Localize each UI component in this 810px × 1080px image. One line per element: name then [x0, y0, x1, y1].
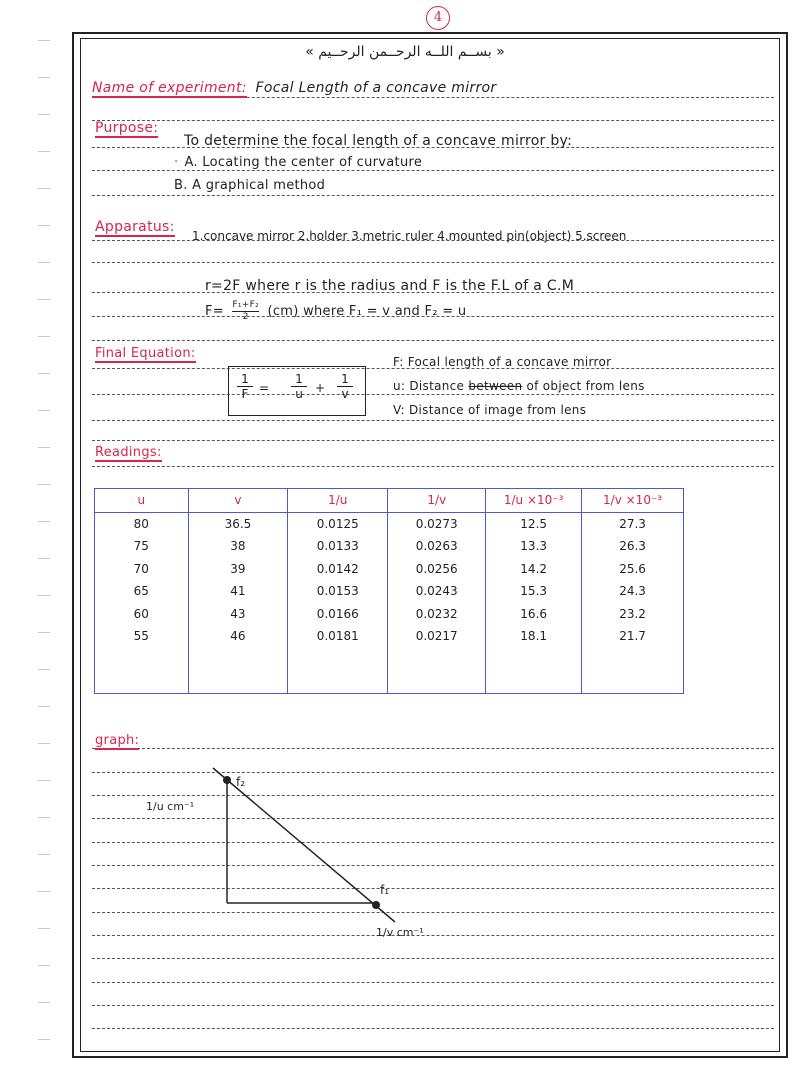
cell-inverse-u-scaled: 13.3: [486, 535, 582, 558]
eq-term-v-den: v: [341, 387, 349, 401]
definition-u-struck: between: [468, 379, 523, 393]
ruled-line: [92, 958, 774, 959]
cell-inverse-u-scaled: 15.3: [486, 580, 582, 603]
margin-dash: [38, 706, 50, 707]
ruled-line: [92, 748, 774, 749]
final-equation-box: [228, 366, 366, 416]
header-inverse-u: 1/u: [288, 489, 388, 513]
header-v: v: [188, 489, 288, 513]
definition-u-prefix: u: Distance: [393, 379, 469, 393]
cell-v: 41: [188, 580, 288, 603]
cell-inverse-u: 0.0181: [288, 625, 388, 648]
margin-dash: [38, 336, 50, 337]
cell-inverse-v: 0.0243: [388, 580, 486, 603]
cell-inverse-u: [288, 648, 388, 671]
cell-inverse-u: 0.0166: [288, 603, 388, 626]
eq-term-u: [291, 372, 307, 401]
ruled-line: [92, 466, 774, 467]
basmala-heading: « بســم اللــه الرحــمن الرحــيم »: [305, 44, 505, 60]
cell-u: 80: [95, 512, 189, 535]
readings-header-row: [95, 489, 684, 513]
graph-label: graph:: [95, 733, 140, 748]
cell-u: 75: [95, 535, 189, 558]
margin-dash: [38, 965, 50, 966]
cell-inverse-v: 0.0232: [388, 603, 486, 626]
readings-row: [95, 535, 684, 558]
margin-dash: [38, 151, 50, 152]
experiment-label: Name of experiment:: [92, 80, 247, 96]
readings-row: [95, 512, 684, 535]
focal-average-relation: [205, 300, 466, 323]
cell-inverse-v: 0.0256: [388, 558, 486, 581]
margin-dash: [38, 447, 50, 448]
margin-dash: [38, 558, 50, 559]
cell-v: [188, 648, 288, 671]
purpose-line-2: · A. Locating the center of curvature: [174, 155, 423, 170]
margin-dash: [38, 225, 50, 226]
margin-dash: [38, 817, 50, 818]
cell-u: [95, 670, 189, 693]
ruled-line: [92, 340, 774, 341]
eq-term-u-den: u: [295, 387, 303, 401]
ruled-line: [92, 982, 774, 983]
cell-inverse-u-scaled: [486, 648, 582, 671]
cell-u: [95, 648, 189, 671]
cell-inverse-u: [288, 670, 388, 693]
cell-inverse-u-scaled: 14.2: [486, 558, 582, 581]
margin-dash: [38, 632, 50, 633]
header-inverse-v: 1/v: [388, 489, 486, 513]
focal-average-prefix: F=: [205, 304, 224, 319]
eq-lhs-den: F: [241, 387, 249, 401]
ruled-line: [92, 120, 774, 121]
margin-dash: [38, 743, 50, 744]
margin-dash: [38, 262, 50, 263]
cell-inverse-u-scaled: 12.5: [486, 512, 582, 535]
readings-row: [95, 558, 684, 581]
cell-u: 60: [95, 603, 189, 626]
readings-row: [95, 648, 684, 671]
cell-inverse-v: 0.0217: [388, 625, 486, 648]
margin-dash: [38, 854, 50, 855]
header-inverse-u-scaled: 1/u ×10⁻³: [486, 489, 582, 513]
graph-best-fit-line: [213, 768, 395, 922]
definition-v: V: Distance of image from lens: [393, 403, 587, 417]
eq-term-v: [337, 372, 353, 401]
cell-inverse-u: 0.0153: [288, 580, 388, 603]
cell-inverse-v-scaled: 26.3: [582, 535, 684, 558]
eq-term-v-num: 1: [337, 372, 353, 387]
definition-f: F: Focal length of a concave mirror: [393, 355, 612, 369]
graph-x-axis-label: 1/v cm⁻¹: [376, 926, 424, 939]
cell-inverse-v-scaled: [582, 648, 684, 671]
definition-u: [393, 379, 645, 393]
cell-u: 55: [95, 625, 189, 648]
final-equation-label: Final Equation:: [95, 346, 196, 361]
readings-table: [94, 488, 684, 694]
margin-dash: [38, 928, 50, 929]
margin-dash: [38, 188, 50, 189]
margin-dash: [38, 40, 50, 41]
cell-v: 46: [188, 625, 288, 648]
cell-inverse-u-scaled: 16.6: [486, 603, 582, 626]
graph-label-f1: f₁: [380, 883, 390, 897]
cell-v: 39: [188, 558, 288, 581]
readings-row: [95, 603, 684, 626]
cell-inverse-u-scaled: 18.1: [486, 625, 582, 648]
cell-v: 43: [188, 603, 288, 626]
experiment-row: [92, 80, 496, 96]
apparatus-items: 1.concave mirror 2.holder 3.metric ruler 4.mounted pin(object) 5.screen: [192, 229, 627, 243]
cell-u: 65: [95, 580, 189, 603]
cell-inverse-v-scaled: [582, 670, 684, 693]
focal-average-fraction: [232, 300, 259, 323]
cell-inverse-u: 0.0142: [288, 558, 388, 581]
eq-equals: =: [259, 381, 270, 395]
ruled-line: [92, 195, 774, 196]
ruled-line: [92, 170, 774, 171]
header-u: u: [95, 489, 189, 513]
focal-average-numerator: F₁+F₂: [232, 300, 260, 310]
apparatus-label: Apparatus:: [95, 219, 175, 235]
margin-dash: [38, 410, 50, 411]
cell-inverse-v-scaled: 21.7: [582, 625, 684, 648]
graph-label-f2: f₂: [236, 775, 246, 789]
ruled-line: [92, 420, 774, 421]
cell-inverse-u-scaled: [486, 670, 582, 693]
readings-row: [95, 670, 684, 693]
margin-dashes: [38, 40, 52, 1050]
eq-lhs-num: 1: [237, 372, 253, 387]
eq-lhs: [237, 372, 253, 401]
margin-dash: [38, 780, 50, 781]
readings-row: [95, 580, 684, 603]
definition-u-suffix: of object from lens: [522, 379, 645, 393]
focal-length-graph: [140, 760, 460, 950]
page-number: 4: [426, 6, 450, 30]
cell-inverse-u: 0.0125: [288, 512, 388, 535]
focal-average-denominator: 2: [242, 312, 249, 322]
purpose-method-a: A. Locating the center of curvature: [184, 155, 423, 170]
header-inverse-v-scaled: 1/v ×10⁻³: [582, 489, 684, 513]
margin-dash: [38, 1039, 50, 1040]
ruled-line: [92, 1005, 774, 1006]
margin-dash: [38, 891, 50, 892]
graph-point-f2: [223, 776, 231, 784]
purpose-label: Purpose:: [95, 120, 159, 136]
cell-inverse-v: 0.0263: [388, 535, 486, 558]
margin-dash: [38, 595, 50, 596]
cell-inverse-v: 0.0273: [388, 512, 486, 535]
margin-dash: [38, 669, 50, 670]
cell-v: [188, 670, 288, 693]
margin-dash: [38, 373, 50, 374]
focal-average-suffix: (cm) where F₁ = v and F₂ = u: [267, 304, 467, 319]
margin-dash: [38, 299, 50, 300]
graph-point-f1: [372, 901, 380, 909]
readings-row: [95, 625, 684, 648]
purpose-line-3: B. A graphical method: [174, 178, 326, 193]
experiment-title: Focal Length of a concave mirror: [255, 80, 497, 96]
margin-dash: [38, 484, 50, 485]
radius-relation: r=2F where r is the radius and F is the F.L of a C.M: [205, 278, 575, 294]
cell-inverse-u: 0.0133: [288, 535, 388, 558]
cell-u: 70: [95, 558, 189, 581]
purpose-line-1: To determine the focal length of a concave mirror by:: [184, 133, 573, 149]
ruled-line: [92, 394, 774, 395]
cell-inverse-v: [388, 648, 486, 671]
margin-dash: [38, 114, 50, 115]
margin-dash: [38, 77, 50, 78]
cell-v: 36.5: [188, 512, 288, 535]
cell-inverse-v-scaled: 24.3: [582, 580, 684, 603]
margin-dash: [38, 1002, 50, 1003]
cell-inverse-v-scaled: 25.6: [582, 558, 684, 581]
readings-label: Readings:: [95, 445, 162, 460]
margin-dash: [38, 521, 50, 522]
cell-v: 38: [188, 535, 288, 558]
graph-y-axis-label: 1/u cm⁻¹: [146, 800, 195, 813]
cell-inverse-v: [388, 670, 486, 693]
cell-inverse-v-scaled: 27.3: [582, 512, 684, 535]
eq-term-u-num: 1: [291, 372, 307, 387]
cell-inverse-v-scaled: 23.2: [582, 603, 684, 626]
ruled-line: [92, 262, 774, 263]
eq-plus: +: [315, 381, 326, 395]
ruled-line: [92, 1028, 774, 1029]
ruled-line: [92, 440, 774, 441]
